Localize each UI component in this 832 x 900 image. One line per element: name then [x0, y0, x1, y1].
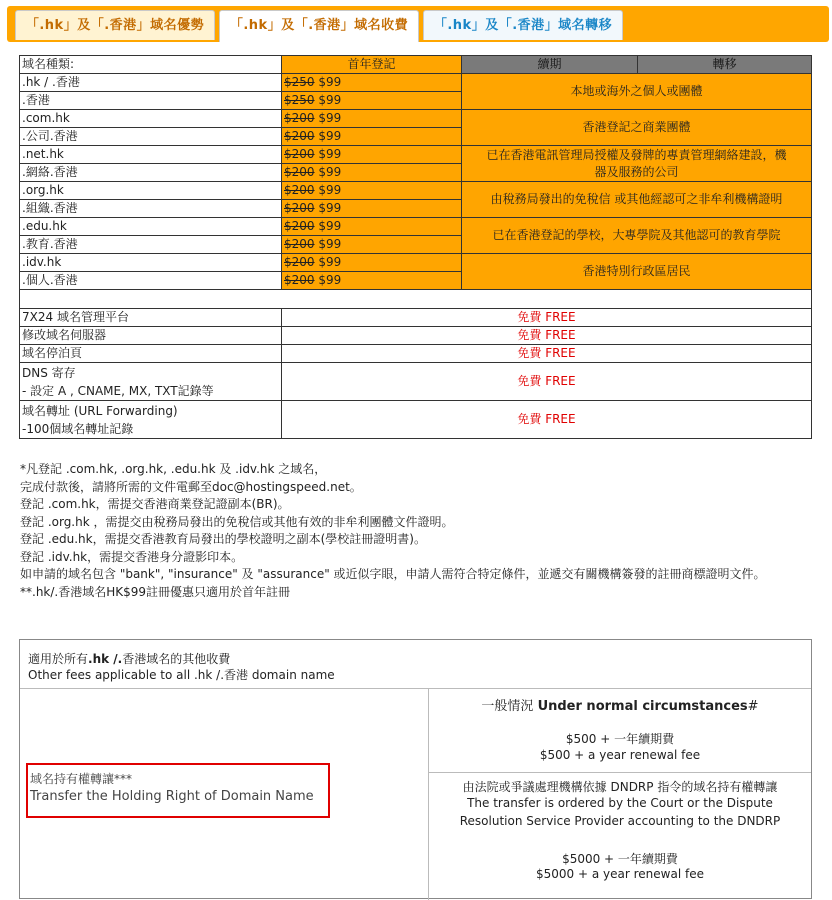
new-price: $99 [318, 255, 342, 269]
price-cell [282, 110, 462, 128]
old-price: $250 [284, 93, 315, 107]
note-line: 登記 .org.hk ，需提交由稅務局發出的免稅信或其他有效的非牟利團體文件證明。 [20, 514, 454, 529]
old-price: $200 [284, 111, 315, 125]
fee-item-en: Transfer the Holding Right of Domain Name [30, 789, 314, 804]
price-cell [282, 128, 462, 146]
domain-name: .org.hk [20, 182, 282, 200]
domain-name: .idv.hk [20, 254, 282, 272]
normal-heading [429, 695, 811, 714]
note-line: 登記 .edu.hk，需提交香港教育局發出的學校證明之副本(學校註冊證明書)。 [20, 532, 426, 546]
domain-name: .com.hk [20, 110, 282, 128]
new-price: $99 [318, 273, 342, 287]
feature-line: DNS 寄存 [22, 366, 76, 380]
dndrp-zh: 由法院或爭議處理機構依據 DNDRP 指令的域名持有權轉讓 [462, 780, 778, 794]
price-cell [282, 218, 462, 236]
feature-value: 免費 FREE [282, 401, 812, 439]
domain-name: .公司.香港 [20, 128, 282, 146]
header-domain-type: 域名種類: [20, 56, 282, 74]
title-bold: .hk /. [88, 652, 123, 666]
feature-name: 7X24 域名管理平台 [20, 309, 282, 327]
tab-domain-transfer[interactable]: 「.hk」及「.香港」域名轉移 [423, 10, 623, 40]
table-row [20, 110, 812, 128]
new-price: $99 [318, 165, 342, 179]
new-price: $99 [318, 111, 342, 125]
feature-name: 域名停泊頁 [20, 345, 282, 363]
feature-value: 免費 FREE [282, 345, 812, 363]
table-spacer-row [20, 290, 812, 309]
dndrp-en-2: Resolution Service Provider accounting to the DNDRP [459, 814, 781, 828]
normal-heading-mark: # [747, 699, 759, 714]
normal-fee-cell [429, 688, 811, 773]
feature-line: 域名轉址 (URL Forwarding) [22, 404, 178, 418]
header-first-year: 首年登記 [282, 56, 462, 74]
feature-row [20, 327, 812, 345]
old-price: $200 [284, 147, 315, 161]
normal-heading-zh: 一般情況 [481, 699, 538, 714]
other-fees-table [19, 639, 812, 899]
old-price: $200 [284, 219, 315, 233]
tab-domain-advantages[interactable]: 「.hk」及「.香港」域名優勢 [15, 10, 215, 40]
dndrp-en-1: The transfer is ordered by the Court or the Dispute [467, 796, 773, 810]
price-cell [282, 236, 462, 254]
new-price: $99 [318, 75, 342, 89]
eligibility-cell: 已在香港登記的學校，大專學院及其他認可的教育學院 [462, 218, 812, 254]
highlight-box [26, 763, 330, 818]
header-renewal: 續期 [462, 56, 638, 74]
table-row [20, 182, 812, 200]
feature-name [20, 401, 282, 439]
new-price: $99 [318, 147, 342, 161]
new-price: $99 [318, 237, 342, 251]
old-price: $200 [284, 201, 315, 215]
old-price: $200 [284, 183, 315, 197]
feature-value: 免費 FREE [282, 309, 812, 327]
feature-name [20, 363, 282, 401]
new-price: $99 [318, 183, 342, 197]
new-price: $99 [318, 93, 342, 107]
feature-line: -100個域名轉址記錄 [22, 422, 134, 436]
note-line: *凡登記 .com.hk, .org.hk, .edu.hk 及 .idv.hk 之域名， [20, 462, 327, 476]
feature-line: - 設定 A , CNAME, MX, TXT記錄等 [22, 384, 214, 398]
domain-name: .net.hk [20, 146, 282, 164]
feature-row [20, 363, 812, 401]
feature-name: 修改域名伺服器 [20, 327, 282, 345]
tab-domain-fees[interactable]: 「.hk」及「.香港」域名收費 [219, 10, 419, 42]
new-price: $99 [318, 219, 342, 233]
feature-value: 免費 FREE [282, 363, 812, 401]
eligibility-cell: 香港特別行政區居民 [462, 254, 812, 290]
old-price: $200 [284, 165, 315, 179]
title-suffix: 香港域名的其他收費 [122, 652, 231, 666]
old-price: $200 [284, 129, 315, 143]
dndrp-fee-en: $5000 + a year renewal fee [536, 867, 704, 881]
note-line: 登記 .com.hk，需提交香港商業登記證副本(BR)。 [20, 497, 290, 511]
price-cell [282, 200, 462, 218]
table-row [20, 146, 812, 164]
registration-notes [20, 461, 810, 601]
header-transfer: 轉移 [638, 56, 812, 74]
feature-value: 免費 FREE [282, 327, 812, 345]
eligibility-cell: 由稅務局發出的免稅信 或其他經認可之非牟利機構證明 [462, 182, 812, 218]
note-line: **.hk/.香港域名HK$99註冊優惠只適用於首年註冊 [20, 584, 291, 599]
price-table-header [20, 56, 812, 74]
domain-name: .教育.香港 [20, 236, 282, 254]
feature-row [20, 309, 812, 327]
price-cell [282, 146, 462, 164]
old-price: $200 [284, 255, 315, 269]
price-cell [282, 92, 462, 110]
domain-price-table [19, 55, 812, 439]
new-price: $99 [318, 129, 342, 143]
note-line: 登記 .idv.hk，需提交香港身分證影印本。 [20, 549, 244, 564]
feature-row [20, 345, 812, 363]
normal-fee-en: $500 + a year renewal fee [539, 748, 701, 762]
eligibility-cell: 已在香港電訊管理局授權及發牌的專責管理網絡建設，機器及服務的公司 [462, 146, 812, 182]
eligibility-cell: 香港登記之商業團體 [462, 110, 812, 146]
spacer-cell [20, 290, 812, 309]
table-row [20, 218, 812, 236]
table-row [20, 254, 812, 272]
price-cell [282, 164, 462, 182]
old-price: $200 [284, 273, 315, 287]
title-prefix: 適用於所有 [28, 652, 89, 666]
feature-row [20, 401, 812, 439]
fee-item-cell [20, 688, 429, 900]
normal-heading-en: Under normal circumstances [537, 699, 748, 714]
dndrp-fee-cell [429, 773, 811, 900]
domain-name: .組織.香港 [20, 200, 282, 218]
old-price: $200 [284, 237, 315, 251]
normal-fee-zh: $500 + 一年續期費 [565, 732, 675, 746]
price-cell [282, 272, 462, 290]
tab-bar [7, 6, 829, 42]
other-fees-header [20, 640, 811, 689]
new-price: $99 [318, 201, 342, 215]
price-cell [282, 254, 462, 272]
domain-name: .edu.hk [20, 218, 282, 236]
old-price: $250 [284, 75, 315, 89]
dndrp-fee-zh: $5000 + 一年續期費 [562, 852, 678, 866]
domain-name: .個人.香港 [20, 272, 282, 290]
other-fees-title [28, 650, 230, 667]
fee-item-zh: 域名持有權轉讓*** [30, 772, 133, 786]
domain-name: .hk / .香港 [20, 74, 282, 92]
price-cell [282, 74, 462, 92]
domain-name: .網絡.香港 [20, 164, 282, 182]
price-cell [282, 182, 462, 200]
eligibility-cell: 本地或海外之個人或團體 [462, 74, 812, 110]
other-fees-subtitle: Other fees applicable to all .hk /.香港 domain name [28, 668, 335, 682]
note-line: 完成付款後，請將所需的文件電郵至doc@hostingspeed.net。 [20, 479, 362, 494]
domain-name: .香港 [20, 92, 282, 110]
table-row [20, 74, 812, 92]
note-line: 如申請的域名包含 "bank", "insurance" 及 "assurance" 或近似字眼，申請人需符合特定條件，並遞交有關機構簽發的註冊商標證明文件。 [20, 567, 766, 581]
